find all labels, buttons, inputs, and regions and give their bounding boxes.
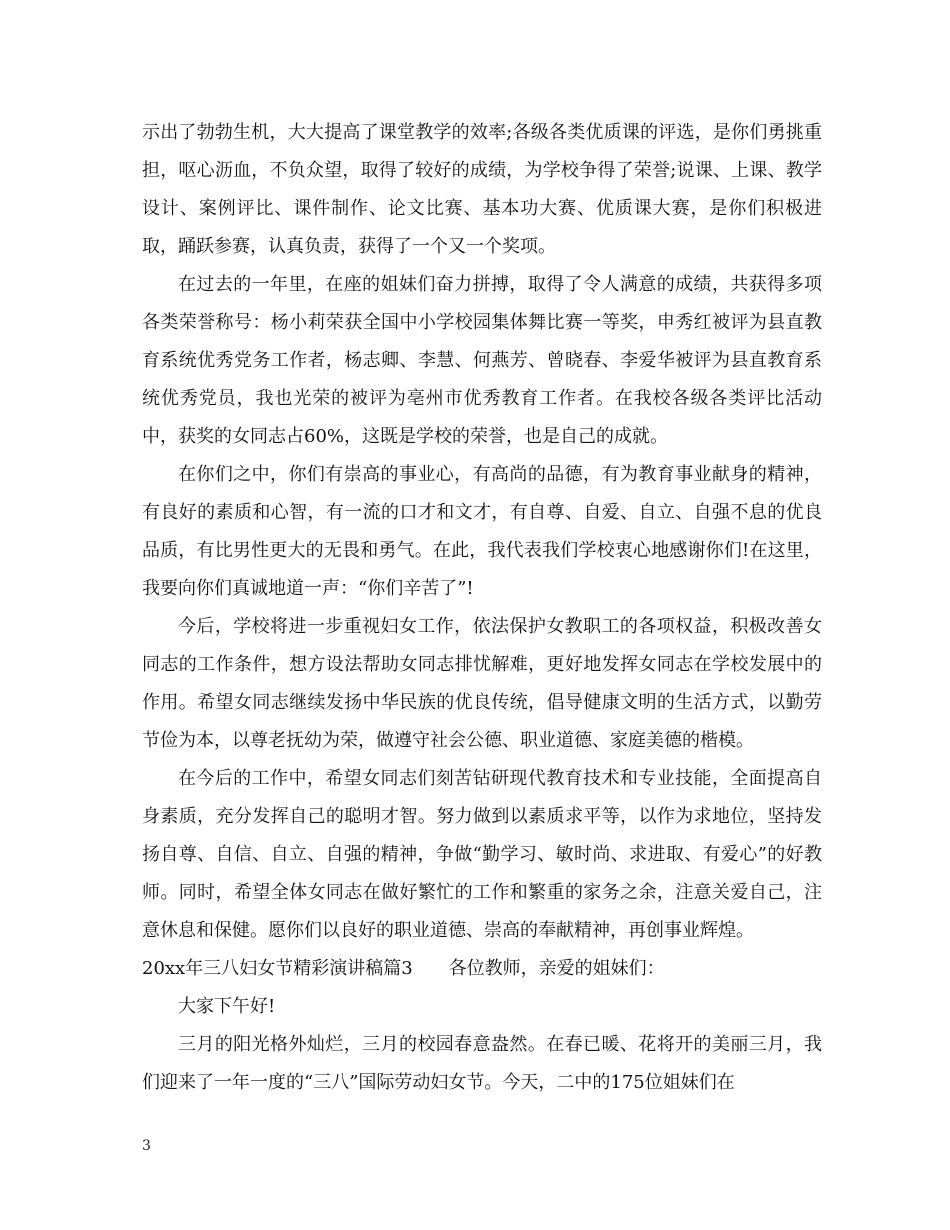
greeting: 大家下午好!: [178, 996, 276, 1017]
paragraph-gratitude: 在你们之中，你们有崇高的事业心，有高尚的品德，有为教育事业献身的精神，有良好的素质和心智，有一流的口才和文才，有自尊、自爱、自立、自强不息的优良品质，有比男性更大的无畏和勇气。在此，我代表我们学校衷心地感谢你们!在这里，我要向你们真诚地道一声：“你们辛苦了”!: [142, 464, 822, 599]
page-number: 3: [142, 1138, 151, 1154]
section-title: 20xx年三八妇女节精彩演讲稿篇3: [142, 958, 413, 979]
paragraph-future-work: 今后，学校将进一步重视妇女工作，依法保护女教职工的各项权益，积极改善女同志的工作条件，想方设法帮助女同志排忧解难，更好地发挥女同志在学校发展中的作用。希望女同志继续发扬中华民族的优良传统，倡导健康文明的生活方式，以勤劳节俭为本，以尊老抚幼为荣，做遵守社会公德、职业道德、家庭美德的楷模。: [142, 616, 822, 751]
section-heading-line: [142, 950, 822, 988]
paragraph-hopes: 在今后的工作中，希望女同志们刻苦钻研现代教育技术和专业技能，全面提高自身素质，充分发挥自己的聪明才智。努力做到以素质求平等，以作为求地位，坚持发扬自尊、自信、自立、自强的精神，争做“勤学习、敏时尚、求进取、有爱心”的好教师。同时，希望全体女同志在做好繁忙的工作和繁重的家务之余，注意关爱自己，注意休息和保健。愿你们以良好的职业道德、崇高的奉献精神，再创事业辉煌。: [142, 768, 822, 941]
salutation: 各位教师，亲爱的姐妹们：: [448, 958, 665, 979]
paragraph-continuation: 示出了勃勃生机，大大提高了课堂教学的效率;各级各类优质课的评选，是你们勇挑重担，呕心沥血，不负众望，取得了较好的成绩，为学校争得了荣誉;说课、上课、教学设计、案例评比、课件制作、论文比赛、基本功大赛、优质课大赛，是你们积极进取，踊跃参赛，认真负责，获得了一个又一个奖项。: [142, 122, 822, 257]
paragraph-honors: 在过去的一年里，在座的姐妹们奋力拼搏，取得了令人满意的成绩，共获得多项各类荣誉称号：杨小莉荣获全国中小学校园集体舞比赛一等奖，申秀红被评为县直教育系统优秀党务工作者，杨志卿、李慧、何燕芳、曾晓春、李爱华被评为县直教育系统优秀党员，我也光荣的被评为亳州市优秀教育工作者。在我校各级各类评比活动中，获奖的女同志占60%，这既是学校的荣誉，也是自己的成就。: [142, 274, 822, 447]
document-body: [142, 114, 822, 1102]
paragraph-march: 三月的阳光格外灿烂，三月的校园春意盎然。在春已暖、花将开的美丽三月，我们迎来了一年一度的“三八”国际劳动妇女节。今天，二中的175位姐妹们在: [142, 1034, 822, 1093]
